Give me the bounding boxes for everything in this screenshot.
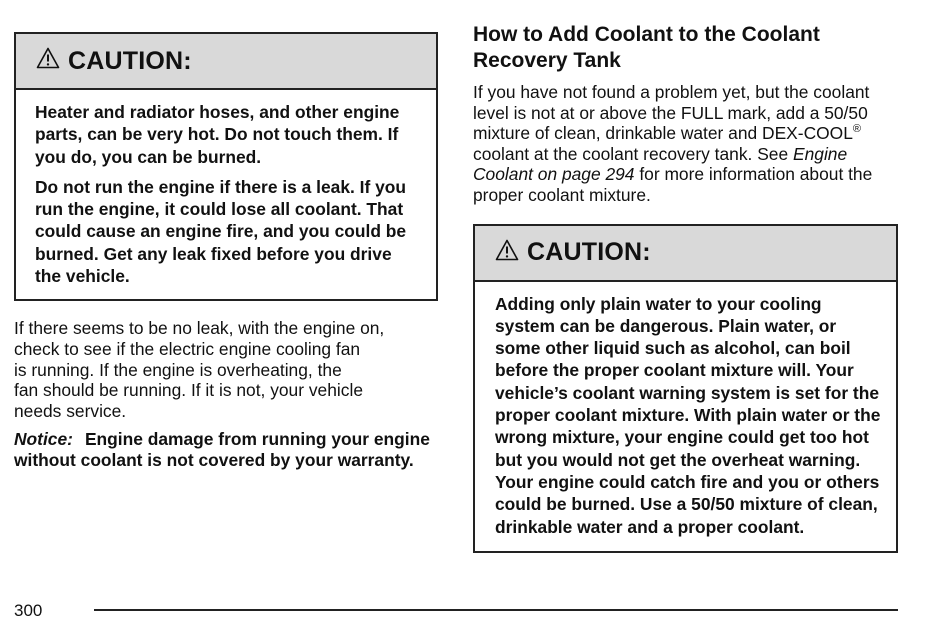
- section-heading: [473, 22, 898, 74]
- warning-triangle-icon: [495, 239, 519, 261]
- caution-title: CAUTION:: [68, 46, 192, 75]
- text-line: check to see if the electric engine cooling fan: [14, 338, 361, 359]
- footer-rule: [94, 609, 898, 611]
- text-line: is running. If the engine is overheating, the: [14, 359, 342, 380]
- heading-line: How to Add Coolant to the Coolant: [473, 23, 820, 46]
- caution-title: CAUTION:: [527, 238, 651, 267]
- instructions-text: coolant at the coolant recovery tank. See: [473, 143, 793, 164]
- registered-mark: ®: [852, 123, 861, 136]
- caution-box-plain-water: [473, 224, 898, 553]
- instructions-text: If you have not found a problem yet, but the coolant level is not at or above the FULL mark, add a 50/50 mixture of clean, drinkable water and DEX-COOL: [473, 82, 870, 144]
- notice-text: Engine damage from running your engine without coolant is not covered by your warranty.: [14, 429, 430, 470]
- leak-check-text: [14, 318, 438, 470]
- caution-paragraph: Adding only plain water to your cooling system can be dangerous. Plain water, or some other liquid such as alcohol, can boil before the proper coolant mixture will. Your vehicle’s coolant warning system is set for the proper coolant mixture. With plain water or the wrong mixture, your engine could get too hot but you would not get the overheat warning. Your engine could catch fire and you or others could be burned. Use a 50/50 mixture of clean, drinkable water and a proper coolant.: [495, 293, 881, 537]
- text-line: fan should be running. If it is not, your vehicle: [14, 380, 363, 401]
- instructions-text: for more information about the proper coolant mixture.: [473, 164, 873, 205]
- left-column: [14, 32, 438, 471]
- coolant-instructions: [473, 82, 898, 206]
- text-line: needs service.: [14, 400, 127, 421]
- page-reference: Engine Coolant on page 294: [473, 143, 848, 185]
- caution-box-hot-parts: [14, 32, 438, 301]
- heading-line: Recovery Tank: [473, 49, 621, 72]
- page-footer: [14, 600, 898, 620]
- caution-body: [16, 90, 436, 299]
- notice-label: Notice:: [14, 429, 73, 450]
- right-column: [473, 22, 898, 553]
- text-line: If there seems to be no leak, with the engine on,: [14, 318, 385, 339]
- page-number: 300: [14, 601, 43, 620]
- caution-paragraph: Heater and radiator hoses, and other engine parts, can be very hot. Do not touch them. If you do, you can be burned.: [35, 102, 400, 167]
- caution-header: [475, 226, 896, 282]
- caution-paragraph: Do not run the engine if there is a leak. If you run the engine, it could lose all coolant. That could cause an engine fire, and you could be burned. Get any leak fixed before you drive the vehicle.: [35, 176, 407, 287]
- warning-triangle-icon: [36, 47, 60, 69]
- notice-paragraph: [14, 429, 438, 470]
- caution-body: [475, 282, 896, 551]
- caution-header: [16, 34, 436, 90]
- body-paragraph: [14, 318, 438, 421]
